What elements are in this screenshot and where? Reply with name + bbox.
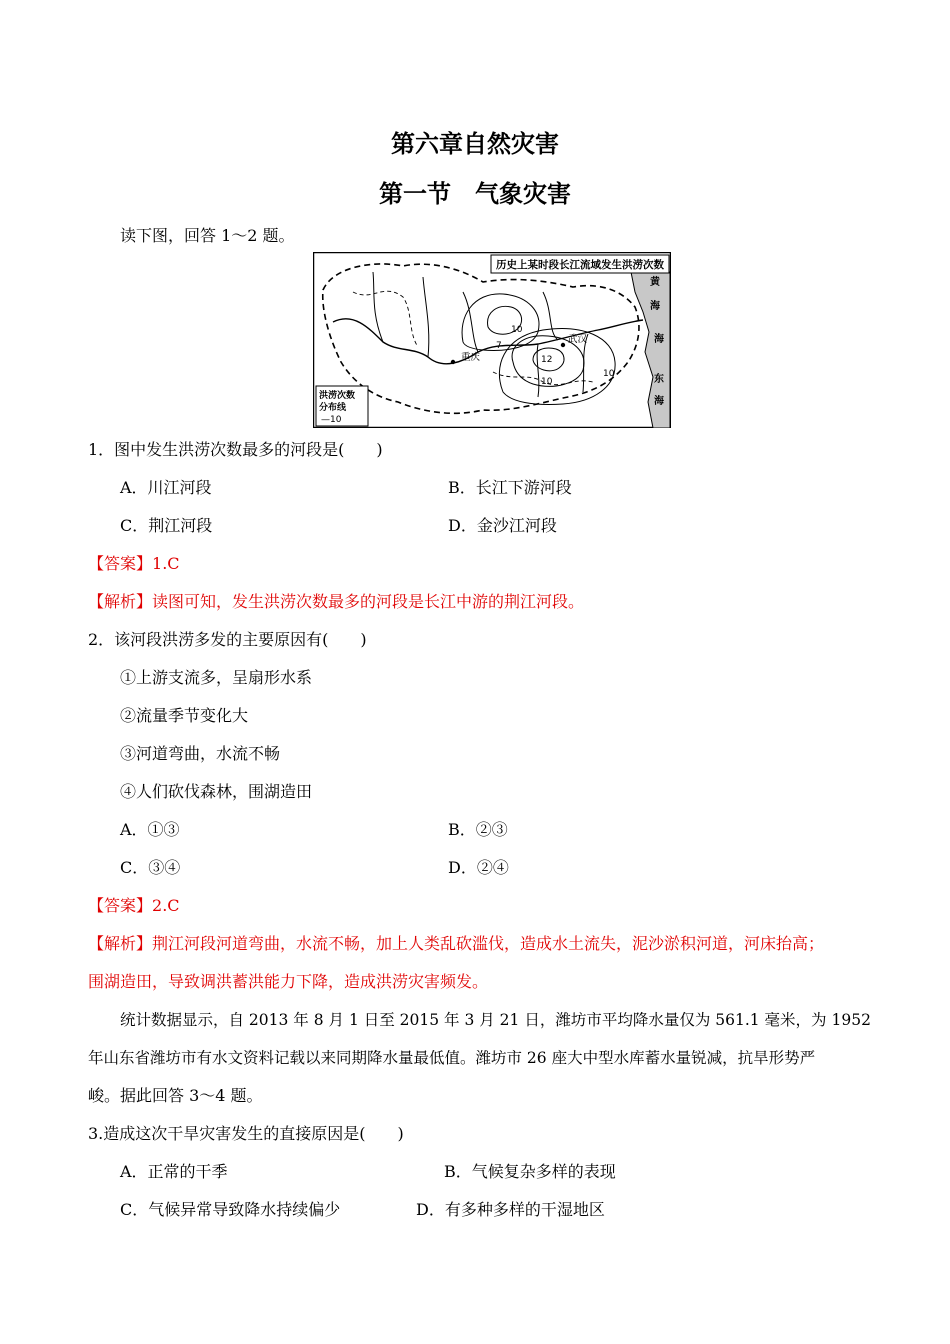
city-chongqing-dot: [451, 360, 455, 364]
question-1-stem: 1．图中发生洪涝次数最多的河段是( ): [88, 440, 383, 459]
q1-option-a: A．川江河段: [120, 478, 212, 497]
q2-option-d: D．②④: [448, 858, 509, 877]
intro-text-1: 读下图，回答 1～2 题。: [120, 226, 295, 245]
q2-option-c: C．③④: [120, 858, 181, 877]
q2-analysis-line-1: [88, 934, 824, 954]
map-title: 历史上某时段长江流域发生洪涝次数: [496, 259, 664, 271]
contour-label: 10: [511, 325, 523, 335]
q2-item-4: ④人们砍伐森林，围湖造田: [120, 782, 313, 801]
intro-text-2-line-2: 年山东省潍坊市有水文资料记载以来同期降水量最低值。潍坊市 26 座大中型水库蓄水量锐减，抗旱形势严: [88, 1049, 816, 1067]
answer-value: 2.C: [152, 896, 180, 915]
contour-label: 10: [541, 377, 553, 387]
sea-label: 海: [650, 301, 660, 312]
question-3-stem: 3.造成这次干旱灾害发生的直接原因是( ): [88, 1124, 404, 1143]
sea-label: 东: [654, 374, 664, 385]
q1-option-c: C．荆江河段: [120, 516, 213, 535]
q3-option-a: A．正常的干季: [120, 1162, 228, 1181]
legend-value: —10: [321, 415, 342, 425]
analysis-text: 荆江河段河道弯曲，水流不畅，加上人类乱砍滥伐，造成水土流失，泥沙淤积河道，河床抬高；: [152, 934, 825, 953]
city-wuhan-label: 武汉: [568, 334, 588, 345]
sea-label: 海: [654, 396, 664, 407]
q2-option-b: B．②③: [448, 820, 508, 839]
answer-value: 1.C: [152, 554, 180, 573]
contour-label: 12: [541, 355, 553, 365]
q3-option-c: C．气候异常导致降水持续偏少: [120, 1200, 341, 1219]
section-title: 第一节 气象灾害: [379, 180, 571, 208]
q2-item-2: ②流量季节变化大: [120, 706, 249, 725]
q2-item-3: ③河道弯曲，水流不畅: [120, 744, 281, 763]
q2-option-a: A．①③: [120, 820, 180, 839]
question-2-stem: 2．该河段洪涝多发的主要原因有( ): [88, 630, 367, 649]
contour-label: 7: [496, 341, 502, 351]
q1-answer: [88, 554, 180, 574]
analysis-text: 读图可知，发生洪涝次数最多的河段是长江中游的荆江河段。: [152, 592, 585, 611]
q1-option-b: B．长江下游河段: [448, 478, 572, 497]
analysis-tag: 【解析】: [88, 934, 153, 953]
contour-label: 10: [603, 369, 615, 379]
q3-option-d: D．有多种多样的干湿地区: [416, 1200, 605, 1219]
q2-item-1: ①上游支流多，呈扇形水系: [120, 668, 313, 687]
city-wuhan-dot: [561, 343, 565, 347]
city-chongqing-label: 重庆: [461, 352, 481, 363]
answer-tag: 【答案】: [88, 896, 153, 915]
legend-line-2: 分布线: [319, 403, 347, 413]
q2-answer: [88, 896, 180, 916]
q2-analysis-line-2: 围湖造田，导致调洪蓄洪能力下降，造成洪涝灾害频发。: [88, 972, 489, 991]
answer-tag: 【答案】: [88, 554, 153, 573]
chapter-title: 第六章自然灾害: [391, 130, 559, 158]
analysis-tag: 【解析】: [88, 592, 153, 611]
intro-text-2-line-3: 峻。据此回答 3～4 题。: [88, 1086, 263, 1105]
sea-label: 黄: [650, 277, 660, 288]
yangtze-flood-map: [313, 252, 671, 428]
legend-line-1: 洪涝次数: [319, 391, 356, 401]
q1-option-d: D．金沙江河段: [448, 516, 557, 535]
q3-option-b: B．气候复杂多样的表现: [444, 1162, 616, 1181]
intro-text-2-line-1: 统计数据显示，自 2013 年 8 月 1 日至 2015 年 3 月 21 日，潍坊市平均降水量仅为 561.1 毫米，为 1952: [120, 1011, 871, 1029]
q1-analysis: [88, 592, 584, 612]
sea-label: 海: [654, 334, 664, 345]
